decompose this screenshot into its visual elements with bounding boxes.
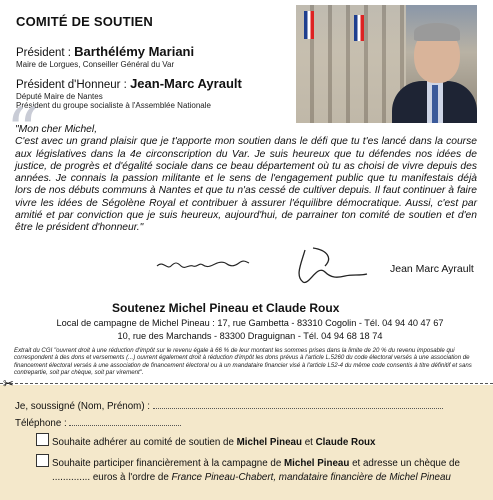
donate-text-line2 xyxy=(52,472,451,483)
cut-line xyxy=(0,383,493,385)
president-line xyxy=(16,44,194,59)
name-label: Je, soussigné (Nom, Prénom) : xyxy=(15,401,151,412)
opt1-name-2: Claude Roux xyxy=(315,437,376,448)
honorary-label: Président d'Honneur : xyxy=(16,79,131,91)
opt1-text: Souhaite adhérer au comité de soutien de xyxy=(52,437,237,448)
donate-checkbox[interactable] xyxy=(36,454,49,467)
signer-name: Jean Marc Ayrault xyxy=(390,263,474,275)
phone-input-line[interactable] xyxy=(69,425,181,426)
honorary-president-line xyxy=(16,76,242,91)
president-label: Président : xyxy=(16,47,75,59)
signature-image xyxy=(155,244,385,290)
support-letter xyxy=(15,124,477,235)
opt1-and: et xyxy=(301,437,316,448)
join-committee-checkbox[interactable] xyxy=(36,433,49,446)
opt2-name: Michel Pineau xyxy=(284,458,350,469)
join-committee-text xyxy=(52,437,376,448)
honorary-name: Jean-Marc Ayrault xyxy=(130,76,242,91)
honorary-title-1: Député Maire de Nantes xyxy=(16,92,103,101)
opt2-text: Souhaite participer financièrement à la campagne de xyxy=(52,458,285,469)
opt2-payee: France Pineau-Chabert, mandataire financière de Michel Pineau xyxy=(171,472,451,483)
campaign-office-2: 10, rue des Marchands - 83300 Draguignan - Tél. 04 94 68 18 74 xyxy=(117,331,383,341)
president-title: Maire de Lorgues, Conseiller Général du Var xyxy=(16,60,175,69)
honorary-title-2: Président du groupe socialiste à l'Assemblée Nationale xyxy=(16,101,211,110)
quote-mark-icon: “ xyxy=(6,95,39,169)
name-field[interactable] xyxy=(15,401,443,412)
scissors-icon: ✂ xyxy=(3,376,14,391)
letter-salutation: "Mon cher Michel, xyxy=(15,124,98,135)
support-title: Soutenez Michel Pineau et Claude Roux xyxy=(112,301,340,315)
letter-body: C'est avec un grand plaisir que je t'apporte mon soutien dans le défi que tu t'es lancé dans la course aux législatives dans la 4e circonscription du Var. Je suis heureux que tu défendes nos idées de justice, de progrès et d'égalité sociale dans ce beau département où tu as choisi de vivre depuis des années. Je connais la passion militante et le sens de l'engagement public que tu manifestais déjà lors de nos débuts communs à Nantes et que tu n'as cessé de cultiver depuis. Il faut continuer à faire vivre les idées de Ségolène Royal et contribuer à assurer l'équilibre démocratique. Aussi, c'est par amitié et par conviction que je suis heureux, aujourd'hui, de parrainer ton comité de soutien et d'en être le président d'honneur." xyxy=(15,136,477,234)
committee-heading: COMITÉ DE SOUTIEN xyxy=(16,14,154,29)
opt2-amount[interactable]: .............. euros à l'ordre de xyxy=(52,472,172,483)
phone-label: Téléphone : xyxy=(15,418,67,429)
president-name: Barthélémy Mariani xyxy=(74,44,195,59)
portrait-photo xyxy=(296,5,477,123)
campaign-office-1: Local de campagne de Michel Pineau : 17, rue Gambetta - 83310 Cogolin - Tél. 04 94 40 47 67 xyxy=(56,318,444,328)
opt1-name-1: Michel Pineau xyxy=(236,437,302,448)
phone-field[interactable] xyxy=(15,418,181,429)
tax-extract-note: Extrait du CGI "ouvrent droit à une réduction d'impôt sur le revenu égale à 66 % de leur montant les sommes prises dans la limite de 20 % du revenu imposable qui correspondent à des dons et versements (...) ouvrent également droit à réduction d'impôt les dons prévus à l'article L.5260 du code électoral versés à une association de financement électoral versés à une association de financement électoral ou à un mandataire financier visé à l'article L52-4 du même code consentis à titre définitif et sans contrepartie, soit par chèque, soit par virement". xyxy=(14,347,472,377)
name-input-line[interactable] xyxy=(153,408,443,409)
opt2-cheque: et adresse un chèque de xyxy=(349,458,460,469)
donate-text xyxy=(52,458,460,469)
